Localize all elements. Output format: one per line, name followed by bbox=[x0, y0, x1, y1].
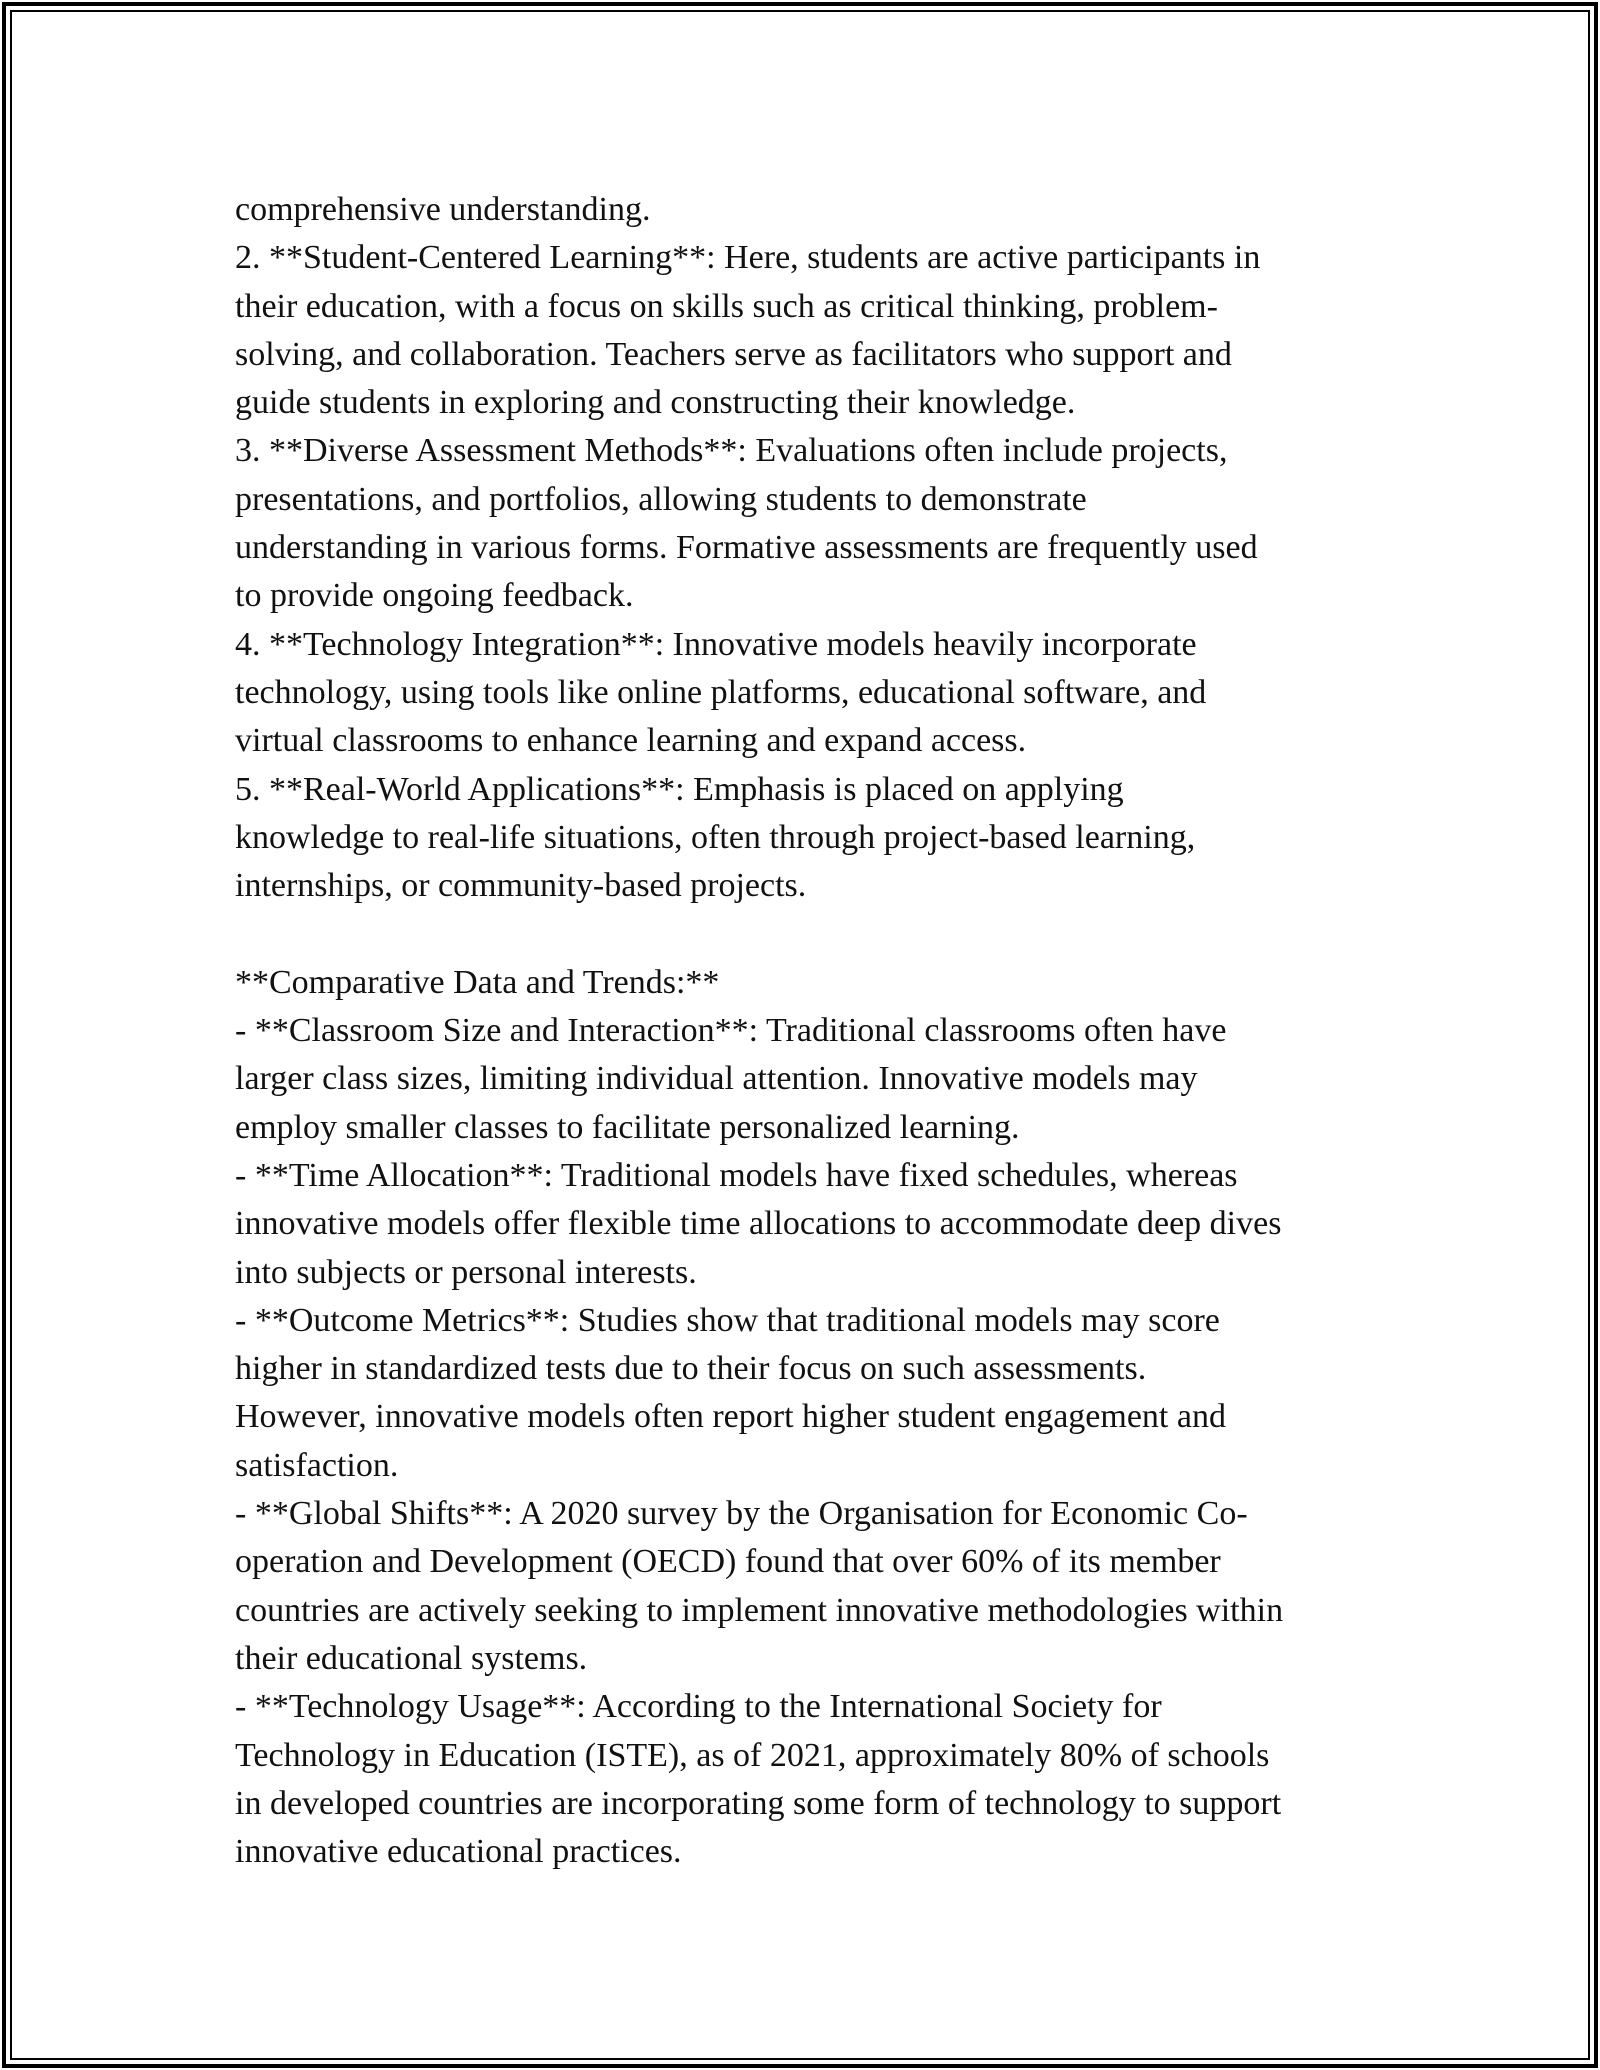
text-line: - **Classroom Size and Interaction**: Traditional classrooms often have bbox=[235, 1012, 1227, 1050]
text-line: 5. **Real-World Applications**: Emphasis is placed on applying bbox=[235, 770, 1124, 808]
document-body bbox=[235, 186, 1385, 1876]
text-line: innovative models offer flexible time allocations to accommodate deep dives bbox=[235, 1205, 1282, 1243]
section-heading: **Comparative Data and Trends:** bbox=[235, 963, 720, 1001]
text-line: innovative educational practices. bbox=[235, 1833, 682, 1871]
text-line: technology, using tools like online platforms, educational software, and bbox=[235, 673, 1207, 711]
text-line: in developed countries are incorporating some form of technology to support bbox=[235, 1784, 1282, 1822]
text-line: satisfaction. bbox=[235, 1446, 399, 1484]
blank-line bbox=[235, 910, 1385, 958]
text-line: - **Technology Usage**: According to the International Society for bbox=[235, 1688, 1162, 1726]
text-line: their educational systems. bbox=[235, 1639, 588, 1677]
text-line: - **Global Shifts**: A 2020 survey by the Organisation for Economic Co- bbox=[235, 1495, 1248, 1533]
text-line: Technology in Education (ISTE), as of 2021, approximately 80% of schools bbox=[235, 1736, 1270, 1774]
text-line: virtual classrooms to enhance learning and expand access. bbox=[235, 722, 1027, 760]
text-line: employ smaller classes to facilitate personalized learning. bbox=[235, 1108, 1020, 1146]
text-line: 2. **Student-Centered Learning**: Here, students are active participants in bbox=[235, 239, 1261, 277]
text-line: However, innovative models often report higher student engagement and bbox=[235, 1398, 1226, 1436]
text-line: higher in standardized tests due to their focus on such assessments. bbox=[235, 1350, 1147, 1388]
text-line: 4. **Technology Integration**: Innovative models heavily incorporate bbox=[235, 625, 1197, 663]
text-line: operation and Development (OECD) found that over 60% of its member bbox=[235, 1543, 1221, 1581]
text-line: 3. **Diverse Assessment Methods**: Evaluations often include projects, bbox=[235, 432, 1228, 470]
text-line: into subjects or personal interests. bbox=[235, 1253, 697, 1291]
text-line: - **Time Allocation**: Traditional models have fixed schedules, whereas bbox=[235, 1156, 1238, 1194]
text-line: - **Outcome Metrics**: Studies show that traditional models may score bbox=[235, 1301, 1220, 1339]
text-line: internships, or community-based projects. bbox=[235, 867, 807, 905]
text-line: larger class sizes, limiting individual attention. Innovative models may bbox=[235, 1060, 1198, 1098]
text-line: to provide ongoing feedback. bbox=[235, 577, 634, 615]
text-line: understanding in various forms. Formative assessments are frequently used bbox=[235, 529, 1258, 567]
text-line: solving, and collaboration. Teachers serve as facilitators who support and bbox=[235, 335, 1232, 373]
text-line: guide students in exploring and constructing their knowledge. bbox=[235, 384, 1076, 422]
text-line: their education, with a focus on skills such as critical thinking, problem- bbox=[235, 287, 1218, 325]
text-line: countries are actively seeking to implement innovative methodologies within bbox=[235, 1591, 1284, 1629]
text-line: comprehensive understanding. bbox=[235, 191, 651, 228]
text-line: knowledge to real-life situations, often through project-based learning, bbox=[235, 818, 1196, 856]
text-line: presentations, and portfolios, allowing students to demonstrate bbox=[235, 480, 1087, 518]
